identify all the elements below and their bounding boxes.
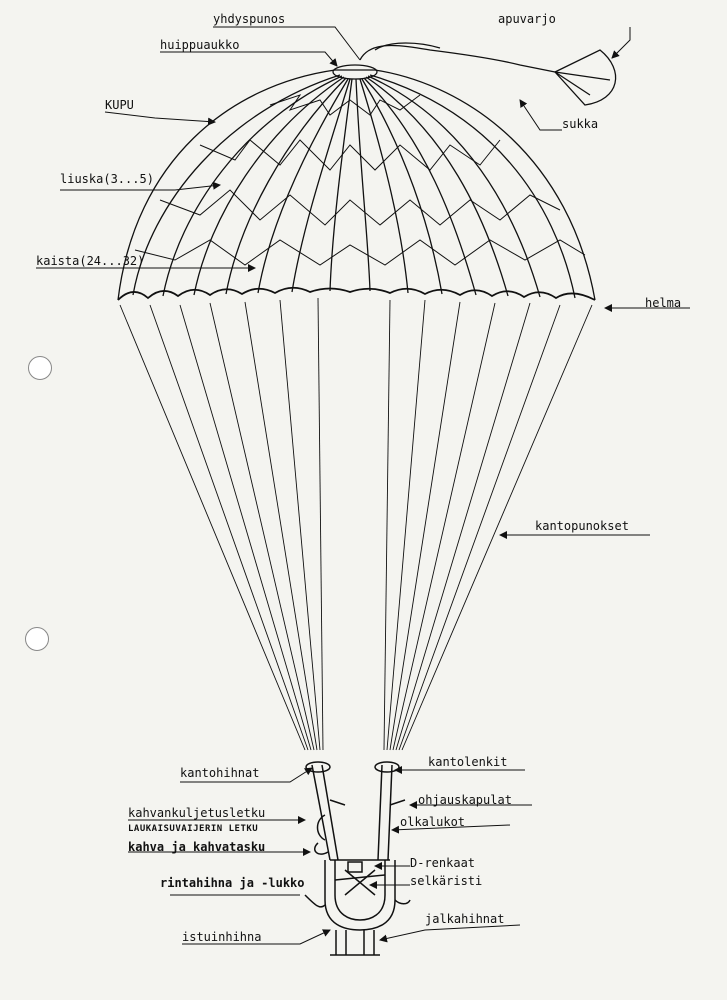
label-kahva-ja-kahvatasku: kahva ja kahvatasku bbox=[128, 840, 266, 854]
label-istuinhihna: istuinhihna bbox=[182, 930, 262, 944]
label-kupu: KUPU bbox=[105, 98, 134, 112]
label-ohjauskapulat: ohjauskapulat bbox=[418, 793, 512, 807]
label-laukaisuvaijerin-letku: LAUKAISUVAIJERIN LETKU bbox=[128, 824, 259, 834]
harness bbox=[305, 762, 410, 955]
canopy-gores bbox=[133, 75, 575, 298]
label-selkaristi: selkäristi bbox=[410, 874, 483, 888]
label-jalkahihnat: jalkahihnat bbox=[425, 912, 505, 926]
label-apuvarjo: apuvarjo bbox=[498, 12, 556, 26]
label-sukka: sukka bbox=[562, 117, 599, 131]
label-rintahihna-ja-lukko: rintahihna ja -lukko bbox=[160, 876, 305, 890]
label-kantohihnat: kantohihnat bbox=[180, 766, 260, 780]
bridle bbox=[360, 46, 555, 72]
label-d-renkaat: D-renkaat bbox=[410, 856, 476, 870]
label-huippuaukko: huippuaukko bbox=[160, 38, 240, 52]
canopy-hem bbox=[118, 288, 595, 300]
label-kantolenkit: kantolenkit bbox=[428, 755, 508, 769]
label-kahvankuljetusletku: kahvankuljetusletku bbox=[128, 806, 266, 820]
label-liuska: liuska(3...5) bbox=[60, 172, 154, 186]
label-yhdyspunos: yhdyspunos bbox=[213, 12, 286, 26]
suspension-lines bbox=[120, 298, 592, 750]
label-kaista: kaista(24...32) bbox=[36, 254, 145, 268]
canopy-panels bbox=[135, 95, 585, 265]
label-helma: helma bbox=[645, 296, 682, 310]
label-olkalukot: olkalukot bbox=[400, 815, 466, 829]
label-kantopunokset: kantopunokset bbox=[535, 519, 629, 533]
